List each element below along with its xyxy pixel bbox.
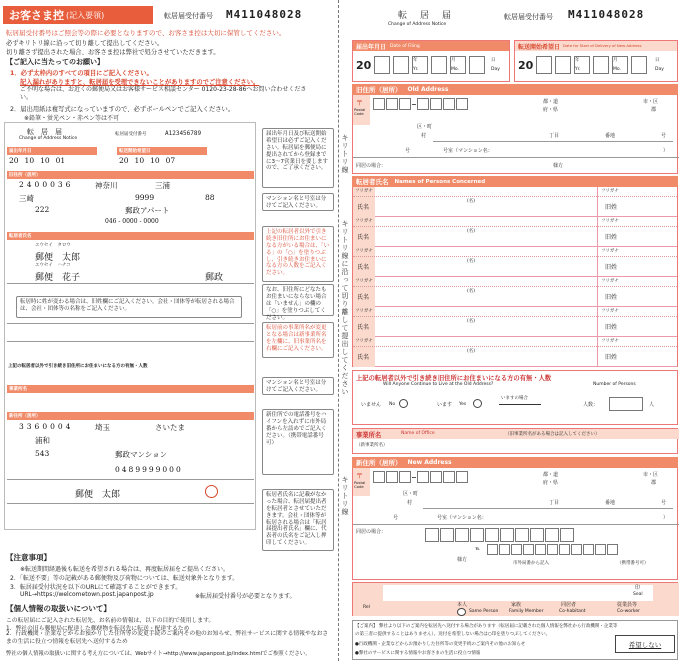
sample-name1: 郵便 太郎	[35, 253, 81, 263]
tel-hint: 市外局番から記入	[513, 561, 549, 566]
filing-date-box	[352, 40, 510, 82]
sample-city2: さいたま	[155, 423, 185, 432]
name-row	[353, 217, 677, 247]
old-sama: 様方	[553, 163, 564, 169]
office-old-label: （旧事業所名がある場合は記入してください）	[505, 432, 600, 437]
old-zip-input-4[interactable]	[417, 98, 429, 110]
name-row	[353, 187, 677, 217]
old-banchi: 番地	[605, 133, 616, 139]
sample-pref2: 埼玉	[95, 423, 110, 432]
filing-month-k: 月	[451, 58, 456, 63]
name-label: 氏名	[357, 354, 370, 361]
filing-mo-en: Mo.	[451, 67, 459, 72]
start-date-label: 転送開始希望日	[518, 43, 561, 51]
old-zip-input-3[interactable]	[399, 98, 411, 110]
sample-apt2: 郵政マンション	[115, 450, 168, 459]
old-village: 村	[421, 133, 427, 139]
old-pref-a: 都・道	[543, 99, 559, 105]
form-receipt-number: M411048028	[568, 8, 645, 21]
names-header	[352, 176, 678, 187]
callout-dates	[262, 128, 334, 188]
sample-zip1: 2400036	[19, 180, 74, 189]
given-name-label: (名)	[467, 229, 476, 234]
old-postal-mark: 〒	[356, 99, 363, 107]
old-pref-b: 府・県	[543, 107, 559, 113]
sample-gou2: 543	[35, 449, 50, 458]
copy-title: お客さま控	[9, 9, 64, 22]
remain-arrow-text: いますの場合	[501, 396, 528, 401]
filing-month-input-2[interactable]	[431, 56, 447, 74]
howto-1: 1．必ず太枠内のすべての項目にご記入ください。	[10, 70, 153, 77]
seal-label-en: Seal	[633, 592, 643, 597]
filer-worker: 従業員等	[617, 602, 638, 608]
start-mo-en: Mo.	[613, 67, 621, 72]
new-same-input-5[interactable]	[485, 528, 499, 542]
new-room: 号室（マンション名：	[437, 515, 487, 521]
old-zip-input-6[interactable]	[443, 98, 455, 110]
callout-old-name	[16, 296, 242, 318]
bottom-notice-1: 【ご案内】 弊社より以下のご案内を転居先へ送付する場合があります（転居届に記載された個人情報を弊社から行政機関・企業等	[355, 624, 618, 629]
sample-banchi1: 88	[205, 193, 215, 202]
old-address-header	[352, 84, 678, 95]
remain-nobody-radio[interactable]	[399, 399, 408, 408]
new-tel-input-8[interactable]	[571, 544, 582, 555]
start-year-input[interactable]	[536, 56, 552, 74]
filing-year-input[interactable]	[374, 56, 390, 74]
name-label: 氏名	[357, 294, 370, 301]
callout-remain-text: 上記の転居者以外で引き続き旧住所にお住まいになる方がいる場合は、「いる」の「○」を塗りつぶし、引き続きお住まいになる方の人数をご記入ください。	[266, 229, 330, 277]
note-1: ※転送期間経過後も転送を希望される場合は、再度転居届をご提出ください。	[20, 566, 230, 573]
filing-yr-en: Yr.	[413, 67, 419, 72]
privacy-2: 1．弊社の旧ら郵便局に配達した郵便物を転居先に転送・配達するため	[6, 626, 190, 632]
new-address-title: 新住所（居所）	[356, 459, 402, 467]
new-tel-input-6[interactable]	[547, 544, 558, 555]
sample-office-section: 事業所名	[7, 385, 254, 393]
new-banchi: 番地	[605, 500, 616, 506]
sample-name1-kana: ユウセイ タロウ	[35, 243, 71, 248]
sample-apt1: 郵政アパート	[125, 206, 170, 215]
form-title: 転 居 届	[398, 11, 454, 21]
furigana-label-right: フリガナ	[601, 189, 619, 194]
office-section	[352, 428, 678, 454]
new-tel-input-1[interactable]	[487, 544, 498, 555]
callout-remain-none-text: なお、旧住所にどなたもお住まいにならない場合は「いません」の欄の「○」を塗りつぶしてください。	[266, 287, 327, 321]
name-row	[353, 337, 677, 367]
given-name-label: (名)	[467, 199, 476, 204]
furigana-label-right: フリガナ	[601, 219, 619, 224]
form-receipt-label: 転居届受付番号	[504, 13, 553, 21]
notice-title: 【注意事項】	[6, 553, 51, 562]
old-room: 号室（マンション名：	[443, 148, 493, 154]
filing-day-k: 日	[491, 58, 496, 63]
sample-zip2: 3360004	[19, 422, 74, 431]
sample-y2b: 10	[134, 156, 145, 165]
old-name-label: 旧姓	[605, 264, 618, 271]
instruction-2: 切り離さず提出された場合、お客さま控は弊社で処分させていただきます。	[6, 49, 220, 56]
new-tel-input-2[interactable]	[499, 544, 510, 555]
new-same-input-2[interactable]	[440, 528, 454, 542]
callout-filer	[262, 489, 334, 551]
name-label: 氏名	[357, 324, 370, 331]
new-ward: 区・町	[403, 491, 419, 497]
new-pref-a: 都・道	[543, 472, 559, 478]
new-pref-b: 府・県	[543, 480, 559, 486]
name-input[interactable]	[377, 227, 597, 246]
start-year-prefix: 20	[518, 58, 534, 72]
old-ward: 区・町	[417, 124, 433, 130]
callout-remain-none	[262, 284, 334, 321]
sample-date-label: 届出年月日	[7, 147, 97, 155]
note-url[interactable]: URL→https://welcometown.post.japanpost.jp	[20, 591, 154, 598]
seal-icon	[205, 485, 218, 498]
filer-cohab-en: Co-habitant	[559, 609, 586, 614]
new-chome: 丁目	[549, 500, 560, 506]
old-postal-label: Postal Code	[354, 107, 366, 117]
name-row	[353, 247, 677, 277]
callout-office	[262, 322, 334, 358]
filing-date-label-en: Date of Filing	[390, 43, 420, 49]
furigana-label-right: フリガナ	[601, 339, 619, 344]
filer-family: 家族	[511, 602, 522, 608]
start-year-input-2[interactable]	[555, 56, 571, 74]
filer-section	[352, 582, 678, 616]
furigana-label: フリガナ	[355, 339, 373, 344]
old-address-title-en: Old Address	[407, 86, 449, 93]
old-gou: 号	[405, 148, 411, 154]
no-hope-label: 希望しない	[628, 640, 662, 649]
new-tel-input-3[interactable]	[511, 544, 522, 555]
filer-rel: Rel	[363, 605, 370, 610]
sample-form-no: A123456789	[165, 130, 202, 137]
sample-new-section: 新住所（居所）	[7, 412, 254, 420]
furigana-label: フリガナ	[355, 309, 373, 314]
sample-city1: 三浦	[155, 181, 170, 190]
note-3: 3．転居届受付状況を以下のURLにて確認することができます。	[10, 584, 182, 591]
new-village: 村	[407, 500, 413, 506]
old-room-close: ）	[663, 148, 669, 154]
sample-y1b: 10	[24, 156, 35, 165]
change-of-address-form	[352, 0, 679, 661]
names-table	[352, 187, 678, 367]
old-zip-input-7[interactable]	[456, 98, 468, 110]
old-zip-input-5[interactable]	[430, 98, 442, 110]
name-label: 氏名	[357, 204, 370, 211]
new-same-case: 同居の場合：	[356, 529, 387, 535]
sample-chome1: 9999	[135, 193, 155, 202]
callout-remain	[262, 226, 334, 282]
new-same-input-7[interactable]	[515, 528, 529, 542]
seal-label: 印	[635, 585, 641, 591]
name-input[interactable]	[377, 197, 597, 216]
new-city-a: 市・区	[643, 472, 659, 478]
old-go: 号	[661, 133, 667, 139]
cut-line-label-bottom: キリトリ線	[341, 476, 349, 516]
callout-phone	[262, 409, 334, 475]
sample-m2: 10	[150, 156, 160, 165]
tel-hint-2: （携帯番号可）	[617, 561, 649, 566]
new-zip-input-7[interactable]	[456, 471, 468, 483]
sample-town1: 三崎	[19, 194, 34, 203]
sample-names-section: 転居者氏名	[7, 232, 254, 240]
name-input[interactable]	[377, 317, 597, 336]
new-zip-input-6[interactable]	[443, 471, 455, 483]
sample-y2: 20	[119, 156, 129, 165]
remain-nobody-label: いません	[361, 402, 382, 408]
remain-someone-label: います	[437, 402, 453, 408]
sample-start-label: 転送開始希望日	[117, 147, 207, 155]
new-zip-input-1[interactable]	[373, 471, 385, 483]
new-same-input-10[interactable]	[560, 528, 574, 542]
office-title-en: Name of Office	[401, 431, 435, 436]
copy-warning: 転居届受付番号はご照会等の際に必要となりますので、お客さま控は大切に保管してください。	[6, 29, 286, 37]
sample-name2-old: 郵政	[205, 273, 224, 283]
new-tel-input-9[interactable]	[583, 544, 594, 555]
remain-count-input[interactable]	[609, 397, 643, 411]
howto-1b: 記入漏れがありますと、転居届を受理できないことがありますのでご注意ください。	[20, 79, 260, 86]
sample-form-no-label: 転居届受付番号	[115, 132, 147, 137]
old-name-label: 旧姓	[605, 354, 618, 361]
remain-count-label: 人数：	[583, 402, 599, 408]
customer-copy-panel	[0, 0, 335, 661]
filer-cohab: 同居者	[561, 602, 577, 608]
new-tel-input-5[interactable]	[535, 544, 546, 555]
furigana-label: フリガナ	[355, 219, 373, 224]
start-day-input-2[interactable]	[631, 56, 647, 74]
callout-mansion-new-text: マンション名と号室は分けてご記入ください。	[266, 380, 327, 393]
office-title: 事業所名	[356, 432, 382, 439]
name-label: 氏名	[357, 264, 370, 271]
filing-year-prefix: 20	[356, 58, 372, 72]
old-zip-input-2[interactable]	[386, 98, 398, 110]
old-name-label: 旧姓	[605, 294, 618, 301]
name-row	[353, 277, 677, 307]
start-month-input-2[interactable]	[593, 56, 609, 74]
new-tel-input-11[interactable]	[607, 544, 618, 555]
furigana-label-right: フリガナ	[601, 249, 619, 254]
given-name-label: (名)	[467, 349, 476, 354]
new-same-input-8[interactable]	[530, 528, 544, 542]
name-input[interactable]	[377, 287, 597, 306]
privacy-3: 2．行政機関・企業などからお預かりした住所等の変更手続のご案内その他のお知らせ、弊社サービスに関する情報やなおさまの生活に役立つ情報を転居先へ送付するため	[6, 631, 329, 645]
sample-name2-kana: ユウセイ ハナコ	[35, 263, 71, 268]
sample-pref1: 神奈川	[95, 181, 118, 190]
remain-nobody-en: No	[389, 402, 396, 407]
name-label: 氏名	[357, 234, 370, 241]
filing-day-en: Day	[491, 67, 500, 72]
new-sama: 様方	[457, 557, 468, 563]
new-same-input-4[interactable]	[470, 528, 484, 542]
filing-day-input-2[interactable]	[469, 56, 485, 74]
given-name-label: (名)	[467, 259, 476, 264]
callout-dates-text: 届出年月日及び転送開始希望日は必ずご記入ください。転居届を郵便局に提出されてから登録までに3〜7営業日を要しますので、ご了承ください。	[266, 131, 328, 172]
cut-line-label-top: キリトリ線	[341, 134, 349, 174]
furigana-label-right: フリガナ	[601, 279, 619, 284]
new-tel-input-7[interactable]	[559, 544, 570, 555]
phone-icon: ℡	[475, 546, 481, 552]
new-same-input-6[interactable]	[500, 528, 514, 542]
old-chome: 丁目	[549, 133, 560, 139]
filer-worker-en: Co-worker	[617, 609, 640, 614]
note-2: 2．「転送不要」等の記載がある郵便物及び荷物については、転送対象外となります。	[10, 575, 239, 582]
sample-phone2: 0489999000	[115, 465, 183, 474]
sample-name2: 郵便 花子	[35, 273, 81, 283]
new-postal-mark: 〒	[356, 472, 363, 480]
bottom-notice-3: ●行政機関・企業などからお預かりした住所等の変更手続のご案内その他のお知らせ	[355, 642, 526, 647]
note-5: ※転居届受付番号が必要となります。	[195, 593, 296, 600]
remain-title-en: Will Anyone Continue to Live at the Old Address?	[383, 382, 494, 387]
sample-remain-section: 上記の転居者以外で引き続き旧住所にお住まいになる方の有無・人数	[8, 364, 148, 369]
sample-start-value	[119, 156, 175, 165]
furigana-label: フリガナ	[355, 249, 373, 254]
howto-2: 2．届出用紙は複写式になっていますので、必ずボールペンでご記入ください。	[10, 106, 235, 113]
privacy-1: この転居届にご記入された転居先、お名前の情報は、以下の目的で使用します。	[6, 618, 215, 624]
name-row	[353, 307, 677, 337]
start-month-k: 月	[613, 58, 618, 63]
filer-family-en: Family Member	[509, 609, 544, 614]
remain-someone-radio[interactable]	[473, 399, 482, 408]
howto-2b: ※鉛筆・蛍光ペン・赤ペン等は不可	[24, 115, 120, 122]
sample-d1: 01	[55, 156, 66, 165]
old-address-title: 旧住所（居所）	[356, 86, 402, 94]
new-gou: 号	[393, 515, 399, 521]
callout-phone-text: 新住所での電話番号をハイフンを入れずに市外局番から左詰めでご記入ください。（携帯電話番号可）	[266, 412, 327, 446]
furigana-label-right: フリガナ	[601, 309, 619, 314]
old-city-a: 市・区	[643, 99, 659, 105]
sample-form-subtitle: Change of Address Notice	[19, 136, 78, 141]
copy-title-bar	[3, 6, 153, 24]
sample-old-section: 旧住所（居所）	[7, 171, 254, 179]
remain-section	[352, 370, 678, 425]
new-zip-input-4[interactable]	[417, 471, 429, 483]
furigana-label: フリガナ	[355, 189, 373, 194]
callout-mansion-old	[262, 193, 334, 211]
new-same-input-3[interactable]	[455, 528, 469, 542]
filer-self: 本人	[457, 602, 468, 608]
old-city-b: 郡	[651, 107, 657, 113]
cut-line-label: キリトリ線に沿って切り離して提出してください	[341, 220, 349, 396]
copy-receipt-number: M411048028	[226, 8, 303, 21]
copy-title-note: (記入要領)	[66, 10, 105, 20]
old-name-label: 旧姓	[605, 324, 618, 331]
privacy-title: 【個人情報の取扱いについて】	[6, 604, 111, 613]
arrow-right-icon	[499, 404, 541, 405]
no-hope-box[interactable]	[615, 635, 675, 653]
start-day-en: Day	[655, 67, 664, 72]
new-tel-input-10[interactable]	[595, 544, 606, 555]
sample-form-title: 転 居 届	[27, 128, 62, 136]
start-day-k: 日	[655, 58, 660, 63]
sample-m1: 10	[40, 156, 50, 165]
name-input[interactable]	[377, 257, 597, 276]
sample-town2: 浦和	[35, 436, 50, 445]
remain-title: 上記の転居者以外で引き続き旧住所にお住まいになる方の有無・人数	[356, 375, 552, 382]
sample-y1: 20	[9, 156, 19, 165]
given-name-label: (名)	[467, 289, 476, 294]
howto-1c: ご不明な場合は、お近くの郵便局又はお客様サービス相談センター 0120-23-28-86へお問い合わせください。	[20, 86, 307, 102]
name-input[interactable]	[377, 347, 597, 366]
filing-year-input-2[interactable]	[393, 56, 409, 74]
privacy-4: 弊社の個人情報の取扱いに関する考え方については、Webサイト→http://www.japanpost.jp/index.htmlでご参照ください。	[6, 651, 311, 657]
new-tel-input-4[interactable]	[523, 544, 534, 555]
new-room-close: ）	[663, 515, 669, 521]
office-new-label: （新事業所名）	[356, 443, 388, 448]
bottom-notice-2: の第三者に提供することはありません）。送付を希望しない場合は○印を塗りつぶしてください。	[355, 632, 551, 637]
new-address-title-en: New Address	[407, 459, 452, 466]
callout-office-text: 転居前の事業所名が変更となる場合は新事業所名を左欄に、旧事業所名を右欄にご記入ください。	[266, 325, 327, 352]
form-subtitle: Change of Address Notice	[388, 22, 447, 27]
filer-self-radio[interactable]	[457, 608, 466, 616]
start-yr-en: Yr.	[575, 67, 581, 72]
new-address-header	[352, 457, 678, 468]
new-postal-label: Postal Code	[354, 480, 366, 490]
new-zip-input-3[interactable]	[399, 471, 411, 483]
furigana-label: フリガナ	[355, 279, 373, 284]
bottom-notice	[352, 620, 678, 660]
new-zip-input-2[interactable]	[386, 471, 398, 483]
remain-num-en: Number of Persons	[593, 382, 636, 387]
howto-title: 【ご記入に当たってのお願い】	[6, 58, 104, 66]
sample-date-value	[9, 156, 65, 165]
instruction-1: 必ずキリトリ線に沿って切り離して提出してください。	[6, 40, 164, 47]
copy-receipt-label: 転居届受付番号	[164, 12, 213, 20]
old-name-label: 旧姓	[605, 204, 618, 211]
sample-phone1: 046 - 0000 - 0000	[105, 218, 159, 225]
sample-name-seal: 郵便 太郎	[75, 490, 121, 500]
bottom-notice-4: ●弊社のサービスに関する情報やお客さまの生活に役立つ情報	[355, 651, 481, 656]
filing-year-k: 年	[413, 58, 418, 63]
callout-mansion-old-text: マンション名と号室は分けてご記入ください。	[266, 196, 327, 209]
old-name-label: 旧姓	[605, 234, 618, 241]
remain-count-unit: 人	[649, 402, 655, 408]
names-title: 転居者氏名	[356, 178, 389, 186]
new-city-b: 郡	[651, 480, 657, 486]
callout-filer-text: 転居者氏名に記載がなかった場合、転居届提出者を転居者とさせていただきます。会社・団体等が転居される場合は「転居届提出者氏名」欄に、代表者の氏名をご記入し押印してください。	[266, 492, 327, 547]
names-title-en: Names of Persons Concerned	[394, 178, 486, 185]
filing-date-label: 届出年月日	[356, 43, 387, 51]
sample-gou1: 222	[35, 205, 50, 214]
callout-old-name-text: 転居時に姓が変わる場合は、旧姓欄にご記入ください。会社・団体等が転居される場合は、会社・団体等の名称をご記入ください。	[20, 299, 235, 312]
old-zip-input-1[interactable]	[373, 98, 385, 110]
sample-form	[4, 122, 256, 530]
new-address-body	[352, 468, 678, 580]
given-name-label: (名)	[467, 319, 476, 324]
start-date-label-en: Date for Start of Delivery of New Address	[563, 43, 642, 49]
new-go: 号	[661, 500, 667, 506]
start-year-k: 年	[575, 58, 580, 63]
filer-self-en: Same Person	[469, 609, 499, 614]
new-same-input-1[interactable]	[425, 528, 439, 542]
callout-mansion-new	[262, 377, 334, 395]
start-date-box	[514, 40, 678, 82]
new-zip-input-5[interactable]	[430, 471, 442, 483]
remain-someone-en: Yes	[459, 402, 467, 407]
old-address-body	[352, 95, 678, 174]
sample-d2: 07	[165, 156, 176, 165]
new-same-input-9[interactable]	[545, 528, 559, 542]
old-same-case: 同居の場合：	[356, 163, 387, 169]
